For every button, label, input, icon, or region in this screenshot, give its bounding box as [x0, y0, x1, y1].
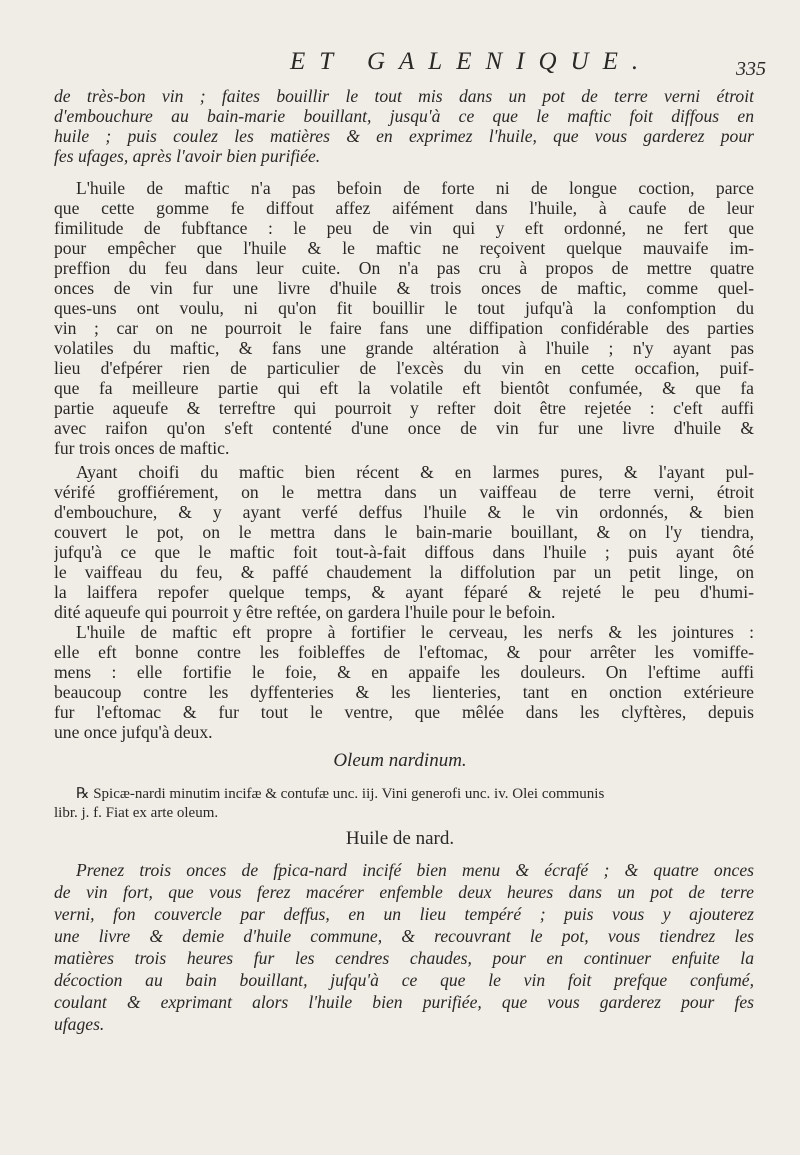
intro-line: de très-bon vin ; faites bouillir le tout mis dans un pot de terre verni étroit [54, 86, 754, 106]
page-header [60, 48, 766, 84]
paragraph-line: que cette gomme fe diffout affez aifément dans l'huile, à caufe de leur [54, 198, 754, 218]
paragraph-line: dité aqueufe qui pourroit y être reftée, on gardera l'huile pour le befoin. [54, 602, 556, 622]
recipe-line: ufages. [54, 1014, 105, 1034]
paragraph-line: mens : elle fortifie le foie, & en appaife les douleurs. On l'eftime auffi [54, 662, 754, 682]
latin-recipe-title: Oleum nardinum. [333, 750, 467, 771]
paragraph-line: partie aqueufe & terreftre qui pourroit y refter doit être rejetée : c'eft auffi [54, 398, 754, 418]
recipe-line: une livre & demie d'huile commune, & recouvrant le pot, vous tiendrez les [54, 926, 754, 946]
paragraph-line: vérifé groffiérement, on le mettra dans un vaiffeau de terre verni, étroit [54, 482, 754, 502]
paragraph-line: la laiffera repofer quelque temps, & ayant féparé & rejeté le peu d'humi- [54, 582, 754, 602]
paragraph-line: onces de vin fur une livre d'huile & trois onces de maftic, comme quel- [54, 278, 754, 298]
paragraph-line: fur l'eftomac & fur tout le ventre, que mêlée dans les clyftères, depuis [54, 702, 754, 722]
paragraph-line: fimilitude de fubftance : le peu de vin qui y eft ordonné, ne fert que [54, 218, 754, 238]
paragraph-line: couvert le pot, on le mettra dans le bain-marie bouillant, & on l'y tiendra, [54, 522, 754, 542]
paragraph-line: preffion du feu dans leur cuite. On n'a pas cru à propos de mettre quatre [54, 258, 754, 278]
recipe-line: verni, fon couvercle par deffus, en un lieu tempéré ; puis vous y ajouterez [54, 904, 754, 924]
intro-line: fes ufages, après l'avoir bien purifiée. [54, 146, 321, 166]
recipe-line: décoction au bain bouillant, jufqu'à ce que le vin foit prefque confumé, [54, 970, 754, 990]
paragraph-line: lieu d'efpérer rien de particulier de l'excès du vin en cette occafion, puif- [54, 358, 754, 378]
page-number: 335 [736, 58, 766, 80]
paragraph-line: avec raifon qu'on s'eft contenté d'une once de vin fur une livre d'huile & [54, 418, 754, 438]
recipe-line: coulant & exprimant alors l'huile bien purifiée, que vous garderez pour fes [54, 992, 754, 1012]
paragraph-line: d'embouchure, & y ayant verfé deffus l'huile & le vin ordonnés, & bien [54, 502, 754, 522]
paragraph-line: vin ; car on ne pourroit le faire fans une diffipation confidérable des parties [54, 318, 754, 338]
intro-line: huile ; puis coulez les matières & en exprimez l'huile, que vous garderez pour [54, 126, 754, 146]
recipe-line: matières trois heures fur les cendres chaudes, pour en continuer enfuite la [54, 948, 754, 968]
paragraph-line: pour empêcher que l'huile & le maftic ne reçoivent quelque mauvaife im- [54, 238, 754, 258]
running-title: ET GALENIQUE. [290, 48, 653, 75]
paragraph-line: L'huile de maftic eft propre à fortifier le cerveau, les nerfs & les jointures : [76, 622, 754, 642]
french-recipe-title: Huile de nard. [345, 828, 455, 849]
paragraph-line: L'huile de maftic n'a pas befoin de forte ni de longue coction, parce [76, 178, 754, 198]
recipe-line: de vin fort, que vous ferez macérer enfemble deux heures dans un pot de terre [54, 882, 754, 902]
paragraph-line: beaucoup contre les dyffenteries & les lienteries, tant en onction extérieure [54, 682, 754, 702]
formula-line: ℞ Spicæ-nardi minutim incifæ & contufæ unc. iij. Vini generofi unc. iv. Olei communis [76, 786, 605, 802]
paragraph-line: jufqu'à ce que le maftic foit tout-à-fait diffous dans l'huile ; puis ayant ôté [54, 542, 754, 562]
paragraph-line: le vaiffeau du feu, & paffé chaudement la diffolution par un petit linge, on [54, 562, 754, 582]
formula-line: libr. j. f. Fiat ex arte oleum. [54, 805, 219, 821]
paragraph-line: une once jufqu'à deux. [54, 722, 213, 742]
paragraph-line: volatiles du maftic, & fans une grande altération à l'huile ; n'y ayant pas [54, 338, 754, 358]
paragraph-line: fur trois onces de maftic. [54, 438, 230, 458]
paragraph-line: elle eft bonne contre les foibleffes de l'eftomac, & pour arrêter les vomiffe- [54, 642, 754, 662]
paragraph-line: que fa meilleure partie qui eft la volatile eft bientôt confumée, & que fa [54, 378, 754, 398]
paragraph-line: ques-uns ont voulu, ni qu'on fit bouillir le tout jufqu'à la confomption du [54, 298, 754, 318]
intro-line: d'embouchure au bain-marie bouillant, jusqu'à ce que le maftic foit diffous en [54, 106, 754, 126]
recipe-line: Prenez trois onces de fpica-nard incifé bien menu & écrafé ; & quatre onces [76, 860, 754, 880]
paragraph-line: Ayant choifi du maftic bien récent & en larmes pures, & l'ayant pul- [76, 462, 754, 482]
